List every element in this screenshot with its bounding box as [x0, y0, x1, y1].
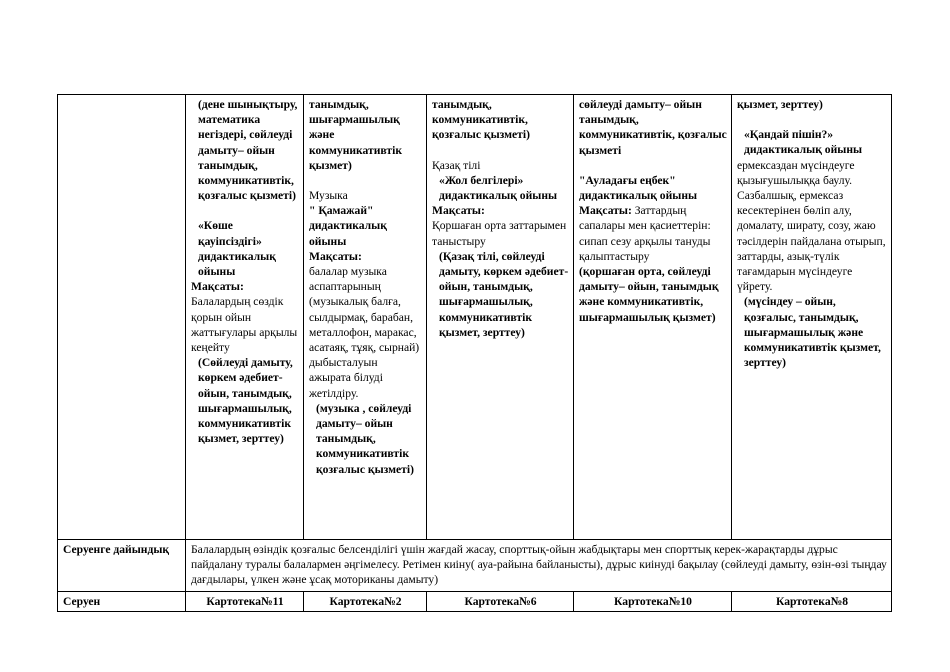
walk-row [58, 592, 892, 612]
activity-text: қызмет, зерттеу) [737, 98, 823, 111]
card-file-4: Картотека№10 [574, 592, 732, 612]
activity-paragraph [579, 203, 727, 264]
plan-table [57, 94, 892, 612]
activity-text: «Көше қауіпсіздігі» дидактикалық ойыны [198, 219, 276, 279]
activity-text: (Қазақ тілі, сөйлеуді дамыту, көркем әдебиет- ойын, танымдық, шығармашылық, коммуникативтік қызмет, зерттеу) [439, 249, 569, 339]
activity-paragraph [737, 97, 887, 112]
activity-text: балалар музыка аспаптарының (музыкалық балға, сылдырмақ, барабан, металлофон, маракас, асатаяқ, тұяқ, сырнай) дыбысталуын ажырата білуді жетілдіру. [309, 265, 420, 400]
activity-text: Мақсаты: [191, 280, 244, 294]
activity-paragraph [191, 294, 299, 355]
walk-label: Серуен [58, 592, 186, 612]
activity-cell-2 [304, 95, 427, 540]
activity-text: (музыка , сөйлеуді дамыту– ойын танымдық, коммуникативтік қозғалыс қызметі) [316, 401, 414, 476]
activity-paragraph [191, 279, 299, 294]
activity-text: Қазақ тілі [432, 158, 481, 172]
spacer [191, 203, 299, 218]
spacer [432, 143, 569, 158]
card-file-2: Картотека№2 [304, 592, 427, 612]
card-file-5: Картотека№8 [732, 592, 892, 612]
activity-cell-1 [186, 95, 304, 540]
activity-text-tail: Заттардың сапалары мен қасиеттерін: сипап сезу арқылы тануды қалыптастыру [579, 204, 711, 263]
activity-text: (мүсіндеу – ойын, қозғалыс, танымдық, шығармашылық және коммуникативтік қызмет, зерттеу) [744, 295, 881, 370]
activity-text: танымдық, коммуникативтік, қозғалыс қызметі) [432, 98, 530, 142]
activity-paragraph [579, 97, 727, 158]
activity-paragraph [737, 294, 887, 370]
walk-preparation-row [58, 540, 892, 592]
activity-text: танымдық, шығармашылық және коммуникативтік қызмет) [309, 98, 402, 172]
activity-paragraph [309, 188, 422, 203]
activity-paragraph [191, 218, 299, 279]
activity-text: (қоршаған орта, сөйлеуді дамыту– ойын, танымдық және коммуникативтік, шығармашылық қызмет) [579, 265, 719, 324]
card-file-1: Картотека№11 [186, 592, 304, 612]
activity-paragraph [309, 264, 422, 401]
activity-text: Мақсаты: [432, 204, 485, 218]
activity-text: "Ауладағы еңбек" дидактикалық ойыны [579, 173, 698, 203]
activity-text: Музыка [309, 189, 348, 203]
activity-text: Мақсаты: [309, 249, 362, 263]
activity-text: «Қандай пішін?» дидактикалық ойыны [744, 128, 863, 157]
walk-preparation-text: Балалардың өзіндік қозғалыс белсенділігі үшін жағдай жасау, спорттық-ойын жабдықтары мен спорттық керек-жарақтарды дұрыс пайдалану туралы балалармен әңгімелесу. Ретімен киіну( ауа-райына байланысты), дұрыс киінуді бақылау (сөйлеуді дамыту, өзін-өзі тыңдау дағдылары, үлкен және ұсақ моториканы дамыту) [186, 540, 892, 592]
activity-cell-5 [732, 95, 892, 540]
activity-paragraph [579, 173, 727, 203]
activity-text: Мақсаты: [579, 204, 632, 218]
activity-text: «Жол белгілері» дидактикалық ойыны [439, 173, 558, 203]
activity-text: Балалардың сөздік қорын ойын жаттығулары арқылы кеңейту [191, 295, 298, 355]
activity-paragraph [432, 158, 569, 173]
activity-text: (дене шынықтыру, математика негіздері, сөйлеуді дамыту– ойын танымдық, коммуникативтік, қозғалыс қызметі) [198, 98, 298, 203]
row-label-empty [58, 95, 186, 540]
activity-text: (Сөйлеуді дамыту, көркем әдебиет- ойын, танымдық, шығармашылық, коммуникативтік қызмет, зерттеу) [198, 356, 293, 446]
activity-text: Қоршаған орта заттарымен таныстыру [432, 219, 567, 248]
activity-paragraph [191, 97, 299, 203]
activity-paragraph [309, 249, 422, 264]
activity-cell-3 [427, 95, 574, 540]
spacer [579, 158, 727, 173]
activity-paragraph [737, 127, 887, 157]
activity-paragraph [737, 158, 887, 295]
activity-text: сөйлеуді дамыту– ойын танымдық, коммуникативтік, қозғалыс қызметі [579, 98, 727, 157]
activity-paragraph [432, 203, 569, 218]
activities-row [58, 95, 892, 540]
activity-paragraph [432, 97, 569, 143]
activity-paragraph [309, 97, 422, 173]
spacer [737, 112, 887, 127]
activity-paragraph [309, 203, 422, 249]
activity-paragraph [432, 173, 569, 203]
activity-paragraph [579, 264, 727, 325]
activity-paragraph [432, 218, 569, 248]
activity-text: " Қамажай" дидактикалық ойыны [309, 204, 387, 248]
activity-cell-4 [574, 95, 732, 540]
walk-preparation-label: Серуенге дайындық [58, 540, 186, 592]
spacer [309, 173, 422, 188]
card-file-3: Картотека№6 [427, 592, 574, 612]
activity-text: ермексаздан мүсіндеуге қызығушылыққа баулу. Сазбалшық, ермексаз кесектерінен бөліп алу, домалату, ширату, созу, жаю тәсілдерін пайдалана отырып, заттарды, азық-түлік тағамдарын мүсіндеуге үйрету. [737, 158, 886, 294]
activity-paragraph [432, 249, 569, 340]
activity-paragraph [191, 355, 299, 446]
activity-paragraph [309, 401, 422, 477]
